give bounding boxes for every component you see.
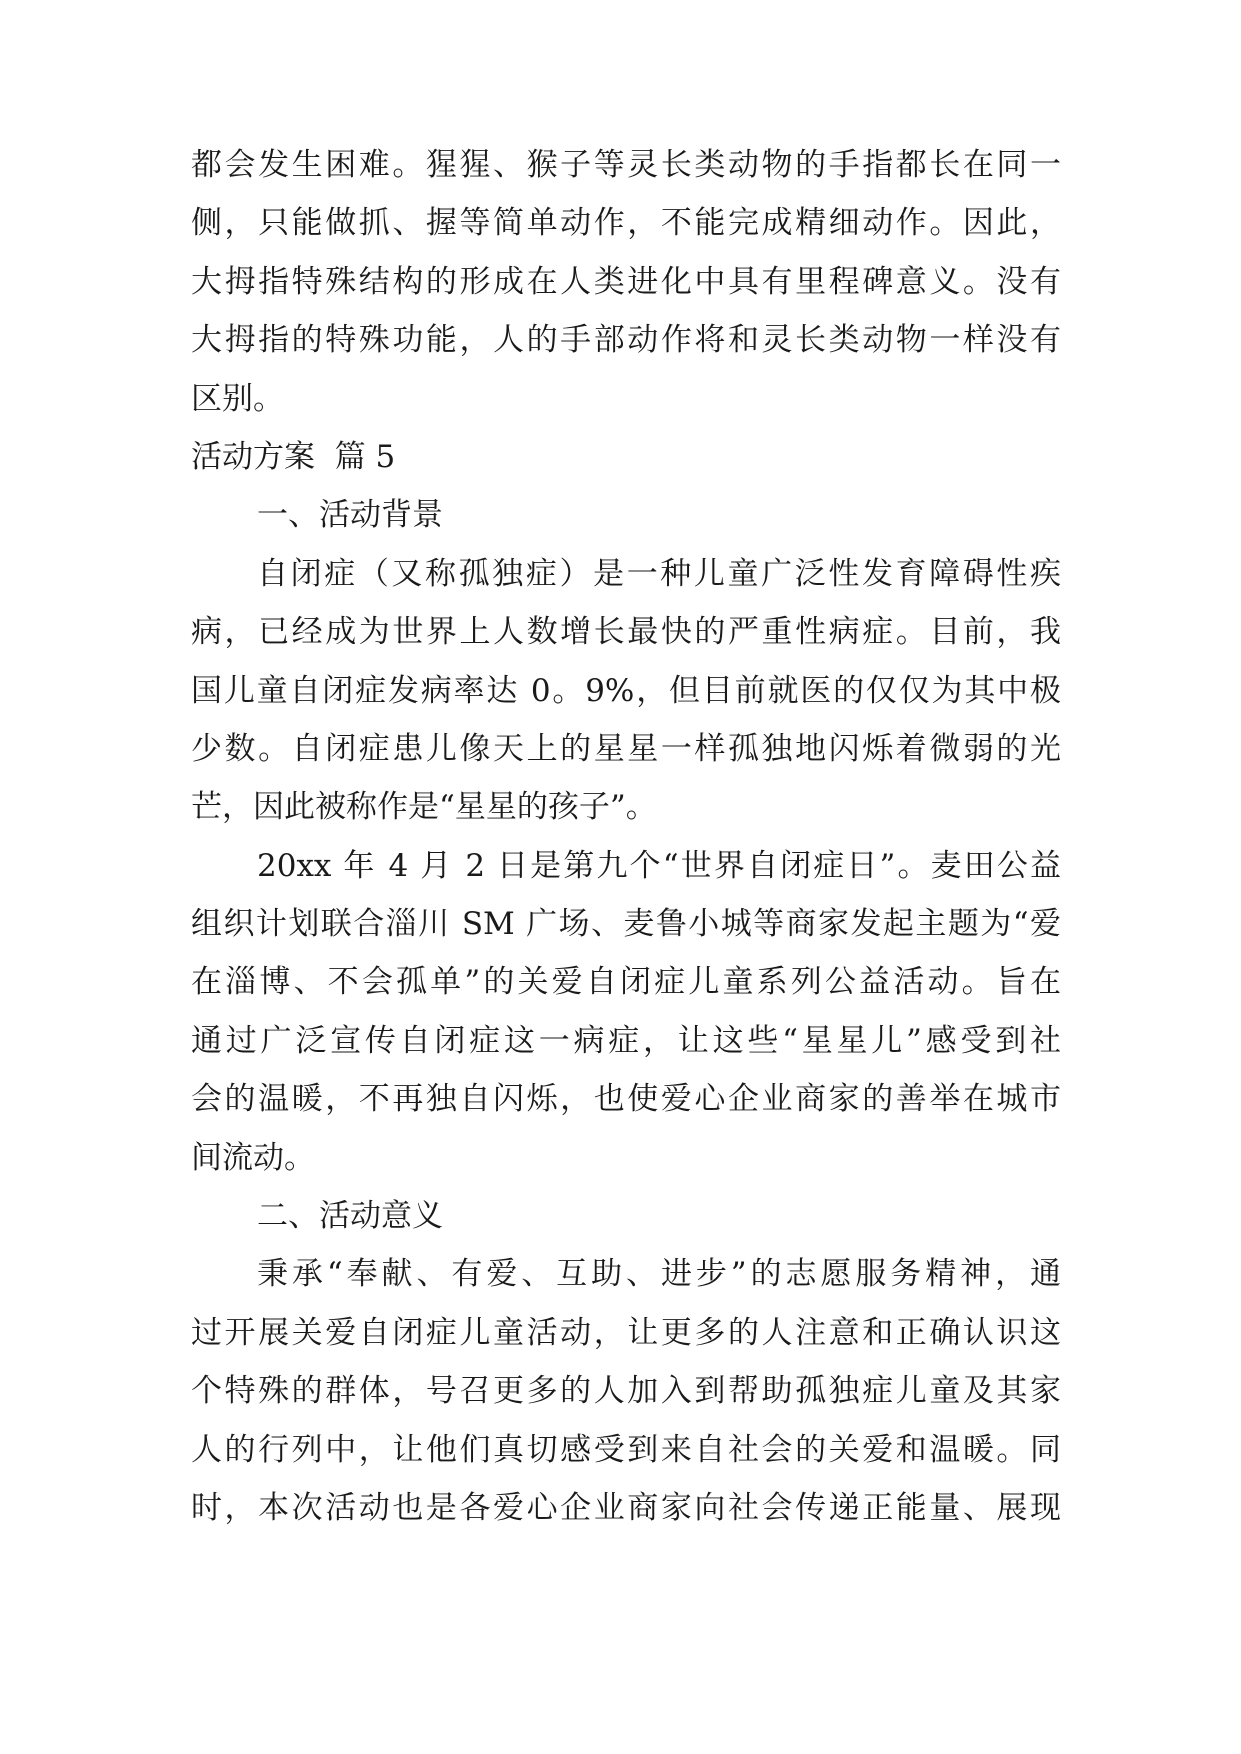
text-line: 大拇指特殊结构的形成在人类进化中具有里程碑意义。没有 (191, 263, 1061, 300)
heading-background: 一、活动背景 (257, 497, 443, 534)
heading-significance: 二、活动意义 (257, 1198, 443, 1235)
text-line: 少数。自闭症患儿像天上的星星一样孤独地闪烁着微弱的光 (191, 730, 1061, 767)
text-line: 会的温暖，不再独自闪烁，也使爱心企业商家的善举在城市 (191, 1081, 1061, 1118)
text-line: 时，本次活动也是各爱心企业商家向社会传递正能量、展现 (191, 1489, 1061, 1526)
text-line: 都会发生困难。猩猩、猴子等灵长类动物的手指都长在同一 (191, 147, 1061, 183)
text-line: 病，已经成为世界上人数增长最快的严重性病症。目前，我 (191, 614, 1061, 651)
section-title: 活动方案 篇 5 (191, 438, 396, 475)
text-line: 侧，只能做抓、握等简单动作，不能完成精细动作。因此， (191, 205, 1061, 242)
text-line: 个特殊的群体，号召更多的人加入到帮助孤独症儿童及其家 (191, 1373, 1061, 1410)
background-paragraph-2 (191, 837, 1061, 1187)
text-line: 大拇指的特殊功能，人的手部动作将和灵长类动物一样没有 (191, 322, 1061, 359)
text-line: 组织计划联合淄川 SM 广场、麦鲁小城等商家发起主题为“爱 (191, 906, 1061, 943)
text-line: 间流动。 (191, 1139, 315, 1176)
text-line: 区别。 (191, 380, 284, 417)
background-paragraph-1 (191, 545, 1061, 837)
text-line: 自闭症（又称孤独症）是一种儿童广泛性发育障碍性疾 (257, 555, 1061, 592)
text-line: 芒，因此被称作是“星星的孩子”。 (191, 789, 657, 826)
text-line: 国儿童自闭症发病率达 0。9%，但目前就医的仅仅为其中极 (191, 672, 1061, 709)
text-line: 通过广泛宣传自闭症这一病症，让这些“星星儿”感受到社 (191, 1022, 1061, 1059)
text-line: 在淄博、不会孤单”的关爱自闭症儿童系列公益活动。旨在 (191, 964, 1061, 1001)
text-line: 秉承“奉献、有爱、互助、进步”的志愿服务精神，通 (257, 1256, 1061, 1293)
document-page (191, 136, 1061, 1537)
significance-paragraph (191, 1245, 1061, 1537)
intro-paragraph (191, 136, 1061, 428)
text-line: 过开展关爱自闭症儿童活动，让更多的人注意和正确认识这 (191, 1314, 1061, 1351)
text-line: 人的行列中，让他们真切感受到来自社会的关爱和温暖。同 (191, 1431, 1061, 1468)
text-line: 20xx 年 4 月 2 日是第九个“世界自闭症日”。麦田公益 (257, 847, 1061, 884)
